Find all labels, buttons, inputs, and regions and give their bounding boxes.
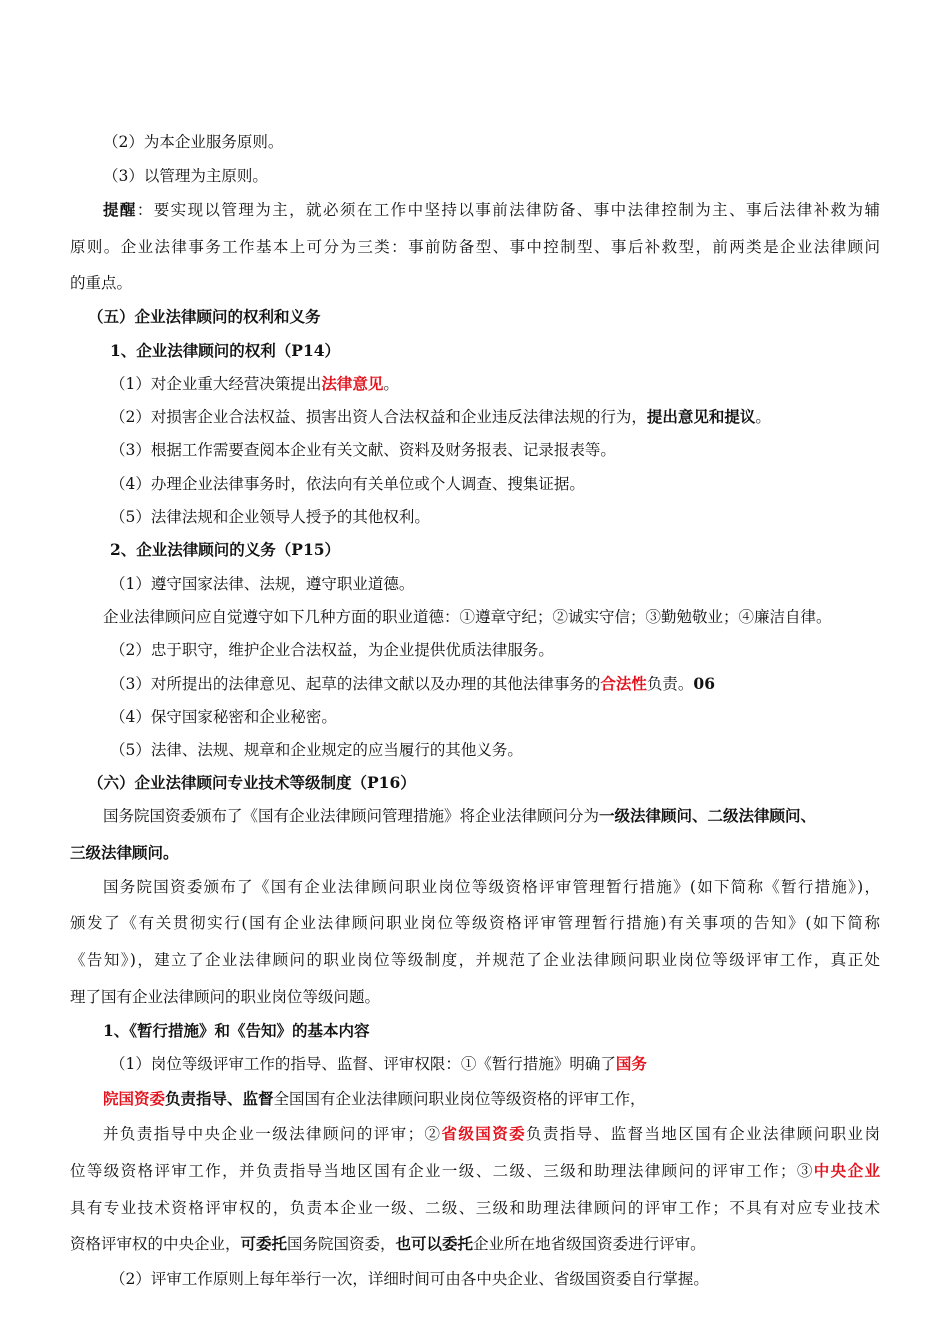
highlight-red: 中央企业 [813, 1161, 880, 1180]
reminder-paragraph-line-3 [70, 272, 132, 294]
text: （2）为本企业服务原则。 [103, 133, 284, 151]
duty-item-4 [110, 706, 337, 728]
text: （4）办理企业法律事务时，依法向有关单位或个人调查、搜集证据。 [110, 475, 585, 493]
right-item-2 [110, 406, 771, 428]
marker-06: 06 [693, 674, 715, 693]
content-item-1-line-5 [70, 1197, 880, 1219]
text: 原则。企业法律事务工作基本上可分为三类：事前防备型、事中控制型、事后补救型，前两类是企业法律顾问 [70, 238, 880, 256]
content-item-1-line-4 [70, 1160, 880, 1182]
duty-item-3 [110, 673, 715, 695]
measures-paragraph-line-4 [70, 986, 380, 1008]
text: （3）根据工作需要查阅本企业有关文献、资料及财务报表、记录报表等。 [110, 441, 616, 459]
grades-paragraph-line-2 [70, 842, 179, 864]
text: 全国国有企业法律顾问职业岗位等级资格的评审工作， [273, 1090, 646, 1108]
text: （2）对损害企业合法权益、损害出资人合法权益和企业违反法律法规的行为， [110, 408, 647, 426]
text: 《告知》)，建立了企业法律顾问的职业岗位等级制度，并规范了企业法律顾问职业岗位等级评审工作，真正处 [70, 951, 880, 969]
subheading-basic-content [103, 1020, 370, 1042]
text: 负责。 [646, 675, 694, 693]
text: 国务院国资委颁布了《国有企业法律顾问职业岗位等级资格评审管理暂行措施》(如下简称《暂行措施》)， [103, 878, 880, 896]
text: 1、《暂行措施》和《告知》的基本内容 [103, 1021, 370, 1040]
highlight-red: 法律意见 [321, 374, 384, 393]
text: （5）法律、法规、规章和企业规定的应当履行的其他义务。 [110, 741, 523, 759]
text: （3）以管理为主原则。 [103, 167, 268, 185]
text: （五）企业法律顾问的权利和义务 [88, 307, 321, 326]
duty-item-2 [110, 639, 554, 661]
subheading-rights [110, 340, 340, 362]
content-item-1-line-1 [110, 1053, 647, 1075]
text: 资格评审权的中央企业， [70, 1235, 241, 1253]
text: （2）评审工作原则上每年举行一次，详细时间可由各中央企业、省级国资委自行掌握。 [110, 1270, 709, 1288]
subheading-duties [110, 539, 340, 561]
content-item-2 [110, 1268, 709, 1290]
principle-3 [103, 165, 268, 187]
content-item-1-line-3 [103, 1123, 880, 1145]
right-item-5 [110, 506, 430, 528]
highlight-bold: 提出意见和提议 [646, 407, 756, 426]
text: 颁发了《有关贯彻实行(国有企业法律顾问职业岗位等级资格评审管理暂行措施)有关事项的告知》(如下简称 [70, 914, 880, 932]
text: （5）法律法规和企业领导人授予的其他权利。 [110, 508, 430, 526]
duty-item-5 [110, 739, 523, 761]
section-heading-5 [88, 306, 321, 328]
text: 具有专业技术资格评审权的，负责本企业一级、二级、三级和助理法律顾问的评审工作；不具有对应专业技术 [70, 1199, 880, 1217]
reminder-paragraph-line-1 [103, 199, 880, 221]
measures-paragraph-line-3 [70, 949, 880, 971]
text: （1）遵守国家法律、法规，遵守职业道德。 [110, 575, 415, 593]
text: 1、企业法律顾问的权利（P14） [110, 341, 341, 360]
text: 国务院国资委颁布了《国有企业法律顾问管理措施》将企业法律顾问分为 [103, 807, 600, 825]
reminder-label: 提醒 [103, 200, 137, 219]
highlight-red: 国务 [615, 1054, 647, 1073]
text: （1）对企业重大经营决策提出 [110, 375, 322, 393]
content-item-1-line-2 [103, 1088, 646, 1110]
right-item-1 [110, 373, 399, 395]
highlight-bold: 一级法律顾问、二级法律顾问、 [599, 806, 817, 825]
text: ：要实现以管理为主，就必须在工作中坚持以事前法律防备、事中法律控制为主、事后法律补救为辅 [136, 201, 880, 219]
highlight-red: 合法性 [600, 674, 647, 693]
highlight-red: 院国资委 [103, 1089, 166, 1108]
measures-paragraph-line-1 [103, 876, 880, 898]
text: 。 [755, 408, 771, 426]
grades-paragraph-line-1 [103, 805, 816, 827]
text: （4）保守国家秘密和企业秘密。 [110, 708, 337, 726]
section-heading-6 [88, 772, 416, 794]
text: （六）企业法律顾问专业技术等级制度（P16） [88, 773, 416, 792]
text: 2、企业法律顾问的义务（P15） [110, 540, 341, 559]
text: （3）对所提出的法律意见、起草的法律文献以及办理的其他法律事务的 [110, 675, 601, 693]
highlight-bold: 负责指导、监督 [165, 1089, 274, 1108]
duty-item-1 [110, 573, 414, 595]
text: 并负责指导中央企业一级法律顾问的评审；② [103, 1125, 442, 1143]
text: 企业法律顾问应自觉遵守如下几种方面的职业道德：①遵章守纪；②诚实守信；③勤勉敬业；④廉洁自律。 [103, 608, 832, 626]
text: （1）岗位等级评审工作的指导、监督、评审权限：①《暂行措施》明确了 [110, 1055, 616, 1073]
text: 三级法律顾问。 [70, 843, 179, 862]
principle-2 [103, 131, 283, 153]
highlight-red: 省级国资委 [441, 1124, 527, 1143]
reminder-paragraph-line-2 [70, 236, 880, 258]
text: 负责指导、监督当地区国有企业法律顾问职业岗 [526, 1125, 880, 1143]
highlight-bold: 可委托 [240, 1234, 288, 1253]
text: 的重点。 [70, 274, 133, 292]
ethics-note [103, 606, 832, 628]
text: 理了国有企业法律顾问的职业岗位等级问题。 [70, 988, 381, 1006]
text: 。 [383, 375, 399, 393]
content-item-1-line-6 [70, 1233, 706, 1255]
text: 位等级资格评审工作，并负责指导当地区国有企业一级、二级、三级和助理法律顾问的评审工作；③ [70, 1162, 814, 1180]
text: 国务院国资委， [287, 1235, 396, 1253]
right-item-3 [110, 439, 616, 461]
text: （2）忠于职守，维护企业合法权益，为企业提供优质法律服务。 [110, 641, 554, 659]
text: 企业所在地省级国资委进行评审。 [473, 1235, 706, 1253]
measures-paragraph-line-2 [70, 912, 880, 934]
highlight-bold: 也可以委托 [395, 1234, 474, 1253]
right-item-4 [110, 473, 585, 495]
